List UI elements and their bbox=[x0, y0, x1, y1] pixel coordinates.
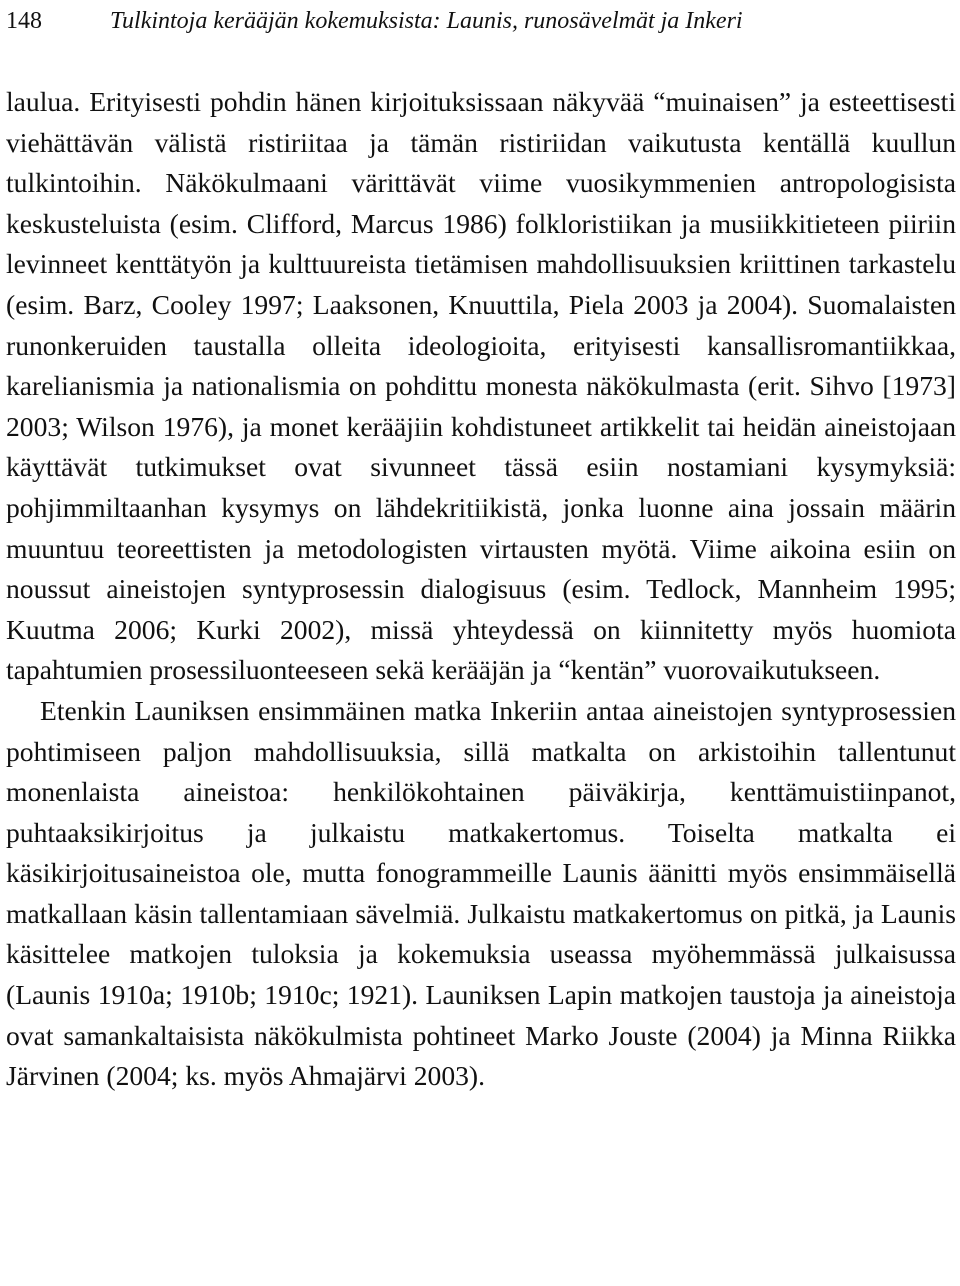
paragraph-1: laulua. Erityisesti pohdin hänen kirjoituksissaan näkyvää “muinaisen” ja esteettisesti viehättävän välistä ristiriitaa ja tämän ristiriidan vaikutusta kentällä kuullun tulkintoihin. Näkökulmaani värittävät viime vuosikymmenien antropologisista keskusteluista (esim. Clifford, Marcus 1986) folkloristiikan ja musiikkitieteen piiriin levinneet kenttätyön ja kulttuureista tietämisen mahdollisuuksien kriittinen tarkastelu (esim. Barz, Cooley 1997; Laaksonen, Knuuttila, Piela 2003 ja 2004). Suomalaisten runonkeruiden taustalla olleita ideologioita, erityisesti kansallisromantiikkaa, karelianismia ja nationalismia on pohdittu monesta näkökulmasta (erit. Sihvo [1973] 2003; Wilson 1976), ja monet kerääjiin kohdistuneet artikkelit tai heidän aineistojaan käyttävät tutkimukset ovat sivunneet tässä esiin nostamiani kysymyksiä: pohjimmiltaanhan kysymys on lähdekritiikistä, jonka luonne aina jossain määrin muuntuu teoreettisten ja metodologisten virtausten myötä. Viime aikoina esiin on noussut aineistojen syntyprosessin dialogisuus (esim. Tedlock, Mannheim 1995; Kuutma 2006; Kurki 2002), missä yhteydessä on kiinnitetty myös huomiota tapahtumien prosessiluonteeseen sekä kerääjän ja “kentän” vuorovaikutukseen. bbox=[6, 86, 956, 686]
running-header bbox=[6, 0, 956, 48]
running-title: Tulkintoja kerääjän kokemuksista: Launis, runosävelmät ja Inkeri bbox=[110, 8, 743, 34]
page-number: 148 bbox=[6, 8, 42, 34]
body-text bbox=[6, 82, 956, 1097]
paragraph-2: Etenkin Launiksen ensimmäinen matka Inkeriin antaa aineistojen syntyprosessien pohtimiseen paljon mahdollisuuksia, sillä matkalta on arkistoihin tallentunut monenlaista aineistoa: henkilökohtainen päiväkirja, kenttämuistiinpanot, puhtaaksikirjoitus ja julkaistu matkakertomus. Toiselta matkalta ei käsikirjoitusaineistoa ole, mutta fonogrammeille Launis äänitti myös ensimmäisellä matkallaan käsin tallentamiaan sävelmiä. Julkaistu matkakertomus on pitkä, ja Launis käsittelee matkojen tuloksia ja kokemuksia useassa myöhemmässä julkaisussa (Launis 1910a; 1910b; 1910c; 1921). Launiksen Lapin matkojen taustoja ja aineistoja ovat samankaltaisista näkökulmista pohtineet Marko Jouste (2004) ja Minna Riikka Järvinen (2004; ks. myös Ahmajärvi 2003). bbox=[6, 694, 956, 1092]
